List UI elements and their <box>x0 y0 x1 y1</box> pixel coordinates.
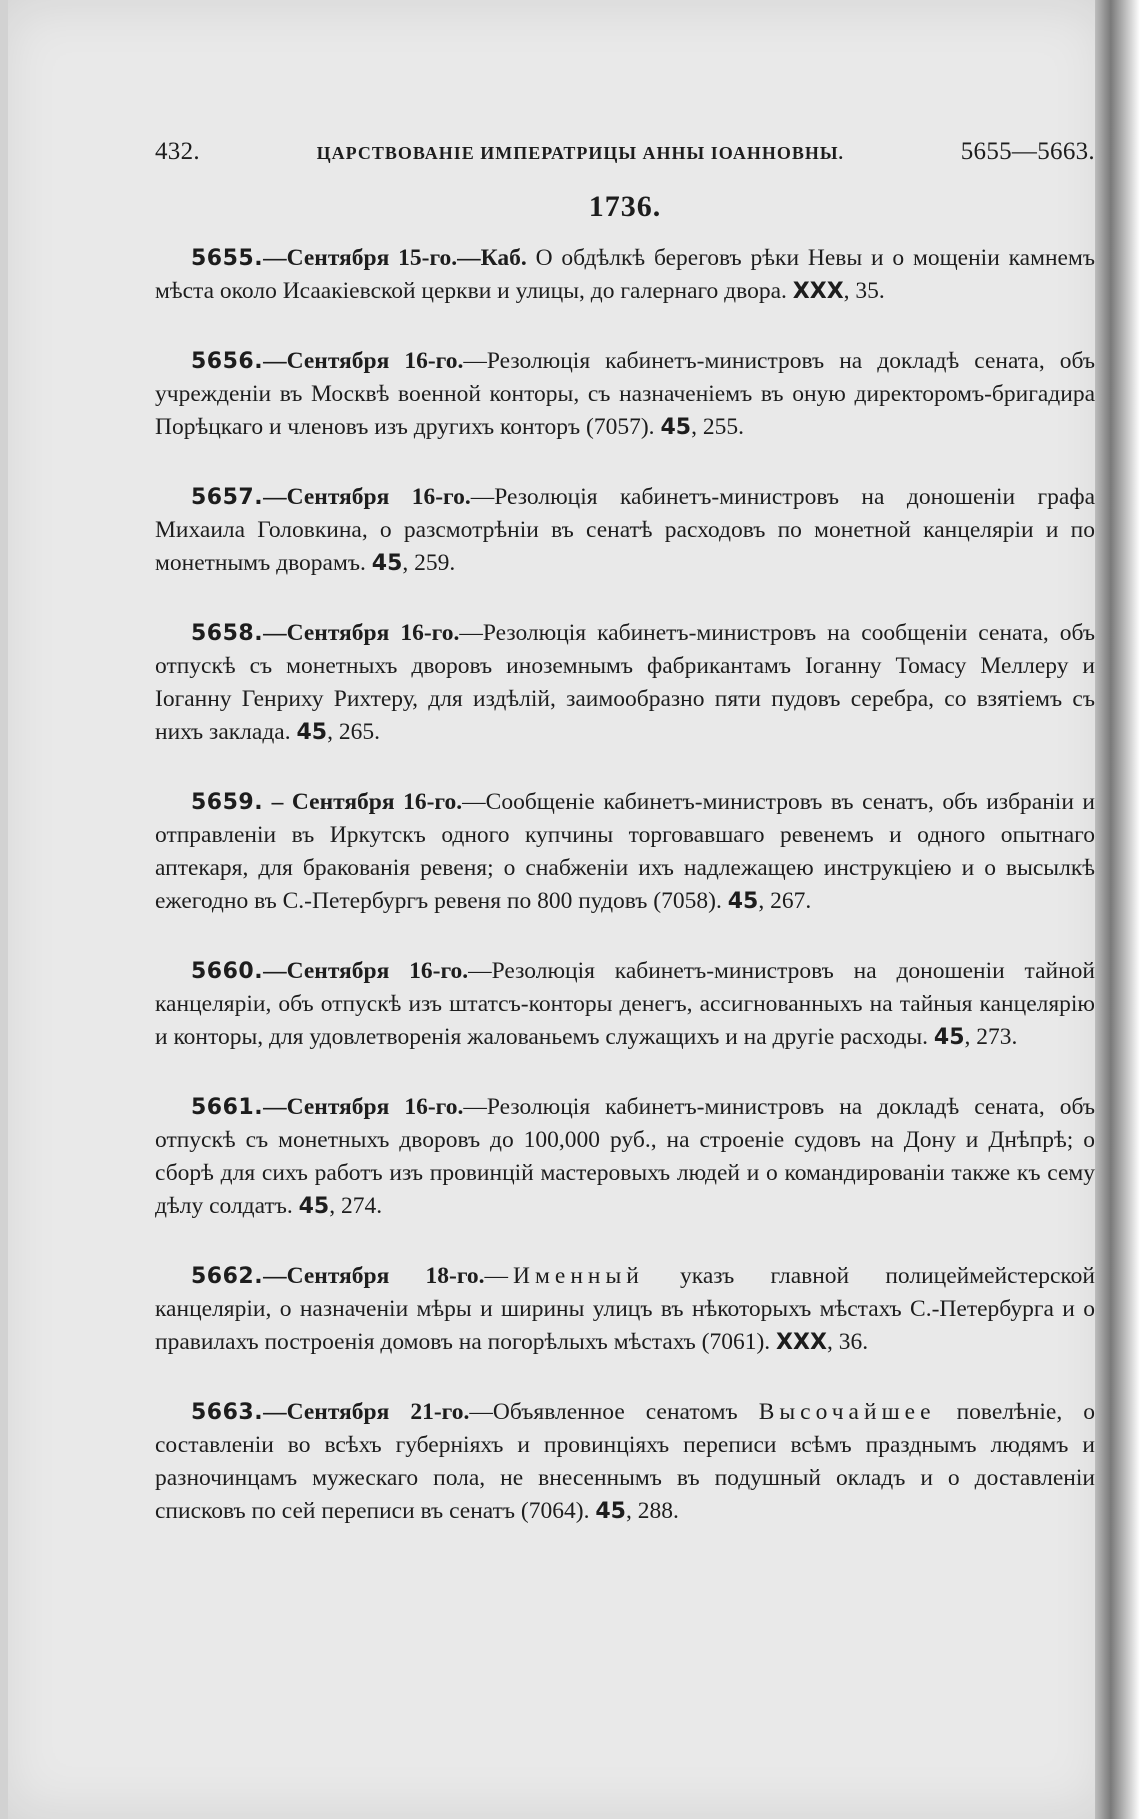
entry-page-ref: , 288. <box>625 1498 679 1524</box>
page-number: 432. <box>155 138 200 165</box>
entry-page-ref: , 259. <box>402 550 456 576</box>
left-page-edge <box>0 0 8 1819</box>
entry-number: 5656. <box>191 349 264 374</box>
entry-volume: 45 <box>298 1194 330 1219</box>
entry-number: 5663. <box>191 1400 264 1425</box>
entry-range: 5655—5663. <box>960 138 1095 165</box>
entry-volume: 45 <box>933 1025 965 1050</box>
entry-text-intro: —Объявленное сенатомъ <box>469 1399 759 1425</box>
entry-date: —Сентября 16-го. <box>263 958 469 984</box>
entry-date: —Сентября 21-го. <box>263 1399 470 1425</box>
page-body <box>155 138 1095 1565</box>
entry-date: —Сентября 16-го. <box>263 348 464 374</box>
entry-5656 <box>155 345 1095 444</box>
entry-page-ref: , 265. <box>327 719 380 745</box>
entry-date: —Сентября 18-го. <box>263 1263 485 1289</box>
entry-5658 <box>155 617 1095 749</box>
year-heading: 1736. <box>588 190 662 223</box>
entry-number: 5655. <box>191 246 264 271</box>
entry-volume: XXX <box>776 1330 827 1355</box>
entries-list <box>155 242 1095 1528</box>
entry-text: —Резолюція кабинетъ-министровъ на докладѣ сената, объ отпускѣ съ монетныхъ дворовъ до 100,000 руб., на строеніе судовъ на Дону и Днѣпрѣ; о сборѣ для сихъ работъ изъ провинцій мастеровыхъ людей и о командированіи также къ сему дѣлу солдатъ. <box>155 1094 1095 1219</box>
entry-spaced-word: —Именный <box>484 1263 644 1289</box>
entry-number: 5660. <box>191 959 264 984</box>
entry-number: 5657. <box>191 485 264 510</box>
entry-5662 <box>155 1260 1095 1359</box>
entry-5663 <box>155 1396 1095 1528</box>
entry-date: – Сентября 16-го. <box>263 789 463 815</box>
entry-date: —Сентября 16-го. <box>263 620 460 646</box>
entry-text: —Резолюція кабинетъ-министровъ на доношеніи тайной канцеляріи, объ отпускѣ изъ штатсъ-конторы денегъ, ассигнованныхъ на тайныя канцелярію и конторы, для удовлетворенія жалованьемъ служащихъ и на другіе расходы. <box>155 958 1095 1050</box>
entry-5655 <box>155 242 1095 308</box>
entry-number: 5658. <box>191 621 264 646</box>
entry-5657 <box>155 481 1095 580</box>
running-header <box>155 138 1095 178</box>
entry-text: повелѣніе, о составленіи во всѣхъ губерніяхъ и провинціяхъ переписи всѣмъ празднымъ людямъ и разночинцамъ мужескаго пола, не внесеннымъ въ подушный окладъ и о доставленіи списковъ по сей переписи въ сенатъ (7064). <box>155 1399 1095 1524</box>
entry-volume: 45 <box>727 889 759 914</box>
entry-spaced-word: Высочайшее <box>758 1399 936 1425</box>
entry-page-ref: , 273. <box>964 1024 1018 1050</box>
entry-volume: 45 <box>595 1499 626 1524</box>
entry-text: —Резолюція кабинетъ-министровъ на сообщеніи сената, объ отпускѣ съ монетныхъ дворовъ иноземнымъ фабрикантамъ Іоганну Томасу Меллеру и Іоганну Генриху Рихтеру, для издѣлій, заимообразно пяти пудовъ серебра, со взятіемъ съ нихъ заклада. <box>155 620 1095 745</box>
entry-volume: XXX <box>792 279 844 304</box>
entry-page-ref: , 36. <box>826 1329 869 1355</box>
entry-text: —Резолюція кабинетъ-министровъ на доношеніи графа Михаила Головкина, о разсмотрѣніи въ сенатѣ расходовъ по монетной канцеляріи и по монетнымъ дворамъ. <box>155 484 1096 576</box>
entry-text: О обдѣлкѣ береговъ рѣки Невы и о мощеніи камнемъ мѣста около Исаакіевской церкви и улицы, до галернаго двора. <box>155 245 1095 304</box>
entry-number: 5659. <box>191 790 264 815</box>
entry-page-ref: , 267. <box>758 888 812 914</box>
entry-page-ref: , 255. <box>691 414 744 440</box>
running-title: ЦАРСТВОВАНІЕ ИМПЕРАТРИЦЫ АННЫ ІОАННОВНЫ. <box>316 143 845 163</box>
entry-volume: 45 <box>660 415 692 440</box>
entry-text: —Резолюція кабинетъ-министровъ на докладѣ сената, объ учрежденіи въ Москвѣ военной конторы, съ назначеніемъ въ оную директоромъ-бригадира Порѣцкаго и членовъ изъ другихъ конторъ (7057). <box>155 348 1095 440</box>
entry-number: 5662. <box>191 1264 264 1289</box>
entry-page-ref: , 35. <box>843 278 885 304</box>
page-edge-shadow <box>1095 0 1140 1819</box>
entry-5660 <box>155 955 1095 1054</box>
entry-text: —Сообщеніе кабинетъ-министровъ въ сенатъ, объ избраніи и отправленіи въ Иркутскъ одного купчины торговавшаго ревенемъ и одного опытнаго аптекаря, для бракованія ревеня; о снабженіи ихъ надлежащею инструкціею и о высылкѣ ежегодно въ С.-Петербургъ ревеня по 800 пудовъ (7058). <box>155 789 1095 914</box>
entry-date: —Сентября 15-го.—Каб. <box>263 245 527 271</box>
entry-text: указъ главной полицеймейстерской канцеляріи, о назначеніи мѣры и ширины улицъ въ нѣкоторыхъ мѣстахъ С.-Петербурга и о правилахъ построенія домовъ на погорѣлыхъ мѣстахъ (7061). <box>155 1263 1095 1355</box>
entry-volume: 45 <box>371 551 403 576</box>
entry-number: 5661. <box>191 1095 264 1120</box>
entry-page-ref: , 274. <box>329 1193 383 1219</box>
entry-volume: 45 <box>296 720 328 745</box>
entry-date: —Сентября 16-го. <box>263 1094 464 1120</box>
entry-5661 <box>155 1091 1095 1223</box>
entry-date: —Сентября 16-го. <box>263 484 471 510</box>
entry-5659 <box>155 786 1095 918</box>
